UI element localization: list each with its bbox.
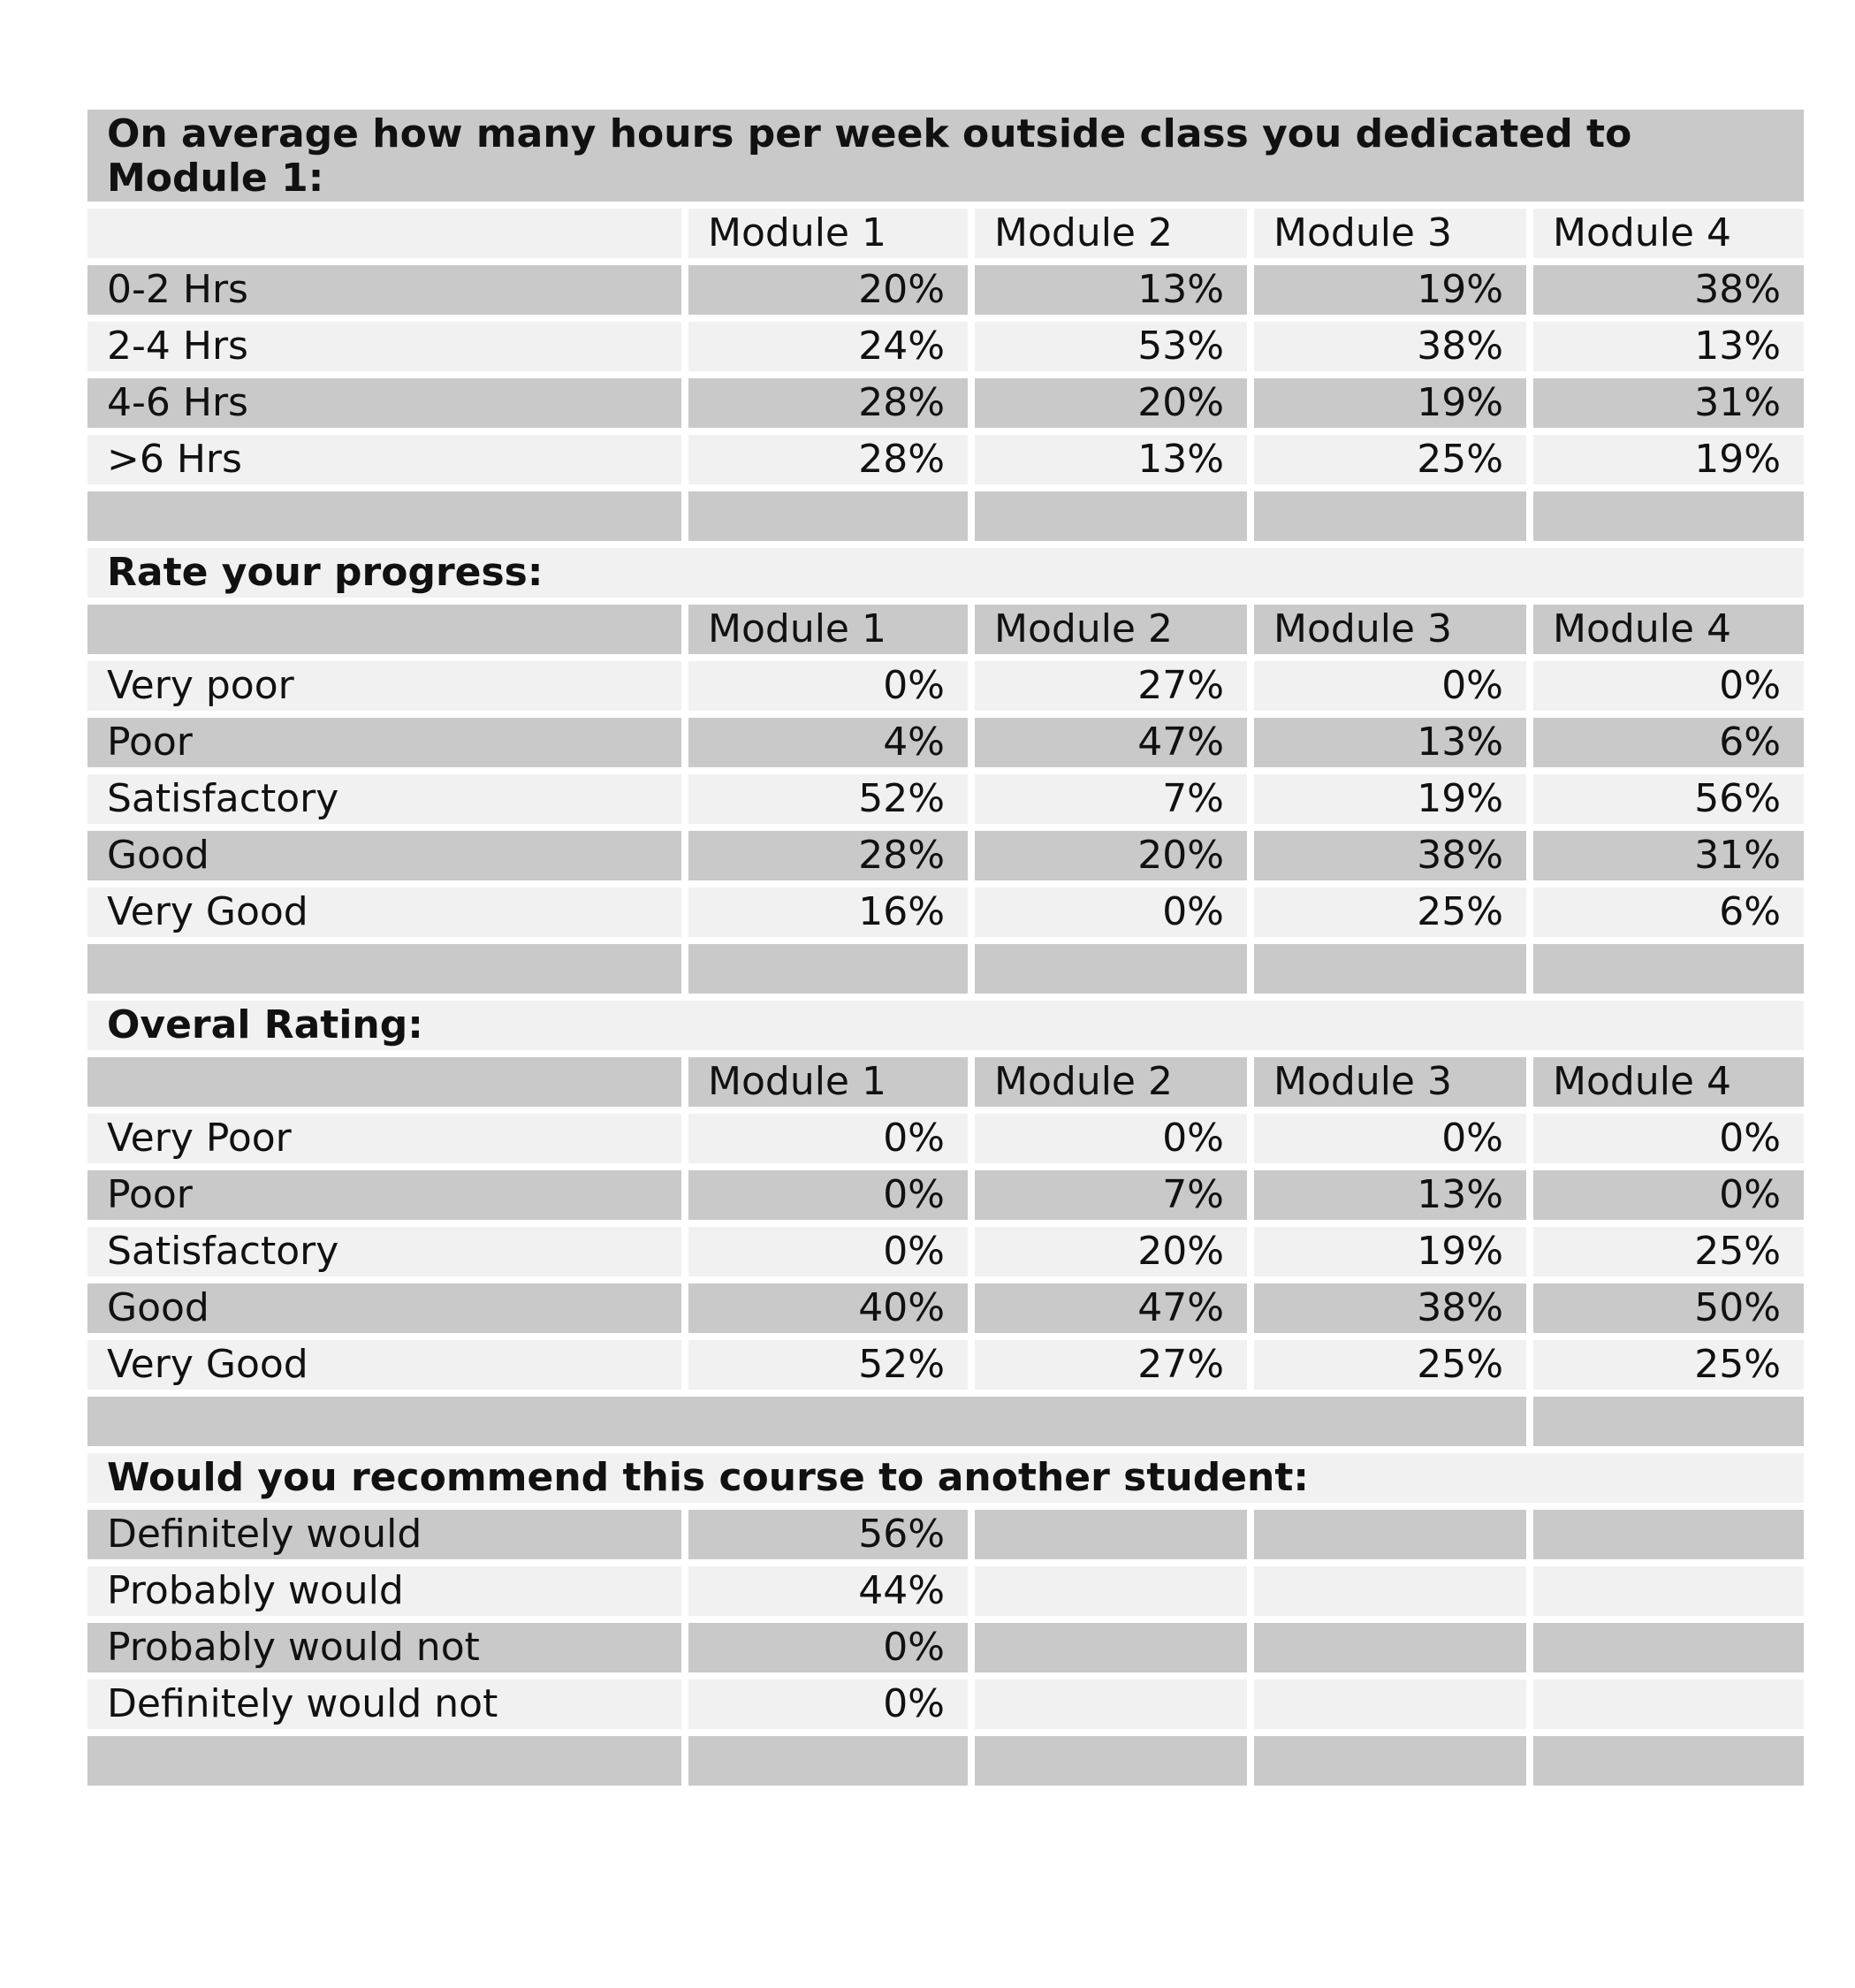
column-header-row bbox=[87, 1057, 1804, 1107]
row-label: Poor bbox=[87, 718, 681, 767]
table-row bbox=[87, 1566, 1804, 1616]
cell-value: 28% bbox=[688, 435, 968, 484]
row-label: 2-4 Hrs bbox=[87, 322, 681, 371]
cell-value: 0% bbox=[688, 1623, 968, 1672]
spacer-row bbox=[87, 944, 1804, 994]
cell-value: 0% bbox=[688, 1680, 968, 1729]
cell-value: 31% bbox=[1533, 378, 1804, 428]
column-header: Module 3 bbox=[1254, 1057, 1526, 1107]
cell-value: 25% bbox=[1254, 435, 1526, 484]
column-header: Module 2 bbox=[975, 1057, 1247, 1107]
row-label: Very Poor bbox=[87, 1114, 681, 1163]
row-label: Satisfactory bbox=[87, 774, 681, 824]
row-label: Definitely would not bbox=[87, 1680, 681, 1729]
cell-value: 19% bbox=[1533, 435, 1804, 484]
row-label: Probably would bbox=[87, 1566, 681, 1616]
table-row bbox=[87, 1340, 1804, 1390]
cell-value: 13% bbox=[975, 265, 1247, 315]
cell-value: 25% bbox=[1533, 1340, 1804, 1390]
column-header-row bbox=[87, 605, 1804, 654]
table-row bbox=[87, 378, 1804, 428]
table-row bbox=[87, 1114, 1804, 1163]
section-title: Overal Rating: bbox=[87, 1001, 1804, 1050]
row-label: Very poor bbox=[87, 661, 681, 711]
section-title: On average how many hours per week outside class you dedicated to Module 1: bbox=[87, 110, 1804, 202]
cell-value: 20% bbox=[688, 265, 968, 315]
table-row bbox=[87, 1170, 1804, 1220]
row-label: Definitely would bbox=[87, 1510, 681, 1559]
spacer-row bbox=[87, 491, 1804, 541]
cell-value: 20% bbox=[975, 831, 1247, 880]
row-label: Good bbox=[87, 1283, 681, 1333]
row-label: Very Good bbox=[87, 887, 681, 937]
spacer-row bbox=[87, 1397, 1804, 1446]
cell-value: 6% bbox=[1533, 718, 1804, 767]
column-header: Module 2 bbox=[975, 209, 1247, 258]
section-title: Rate your progress: bbox=[87, 548, 1804, 598]
cell-value: 0% bbox=[1533, 1114, 1804, 1163]
cell-value: 53% bbox=[975, 322, 1247, 371]
table-row bbox=[87, 265, 1804, 315]
column-header: Module 3 bbox=[1254, 209, 1526, 258]
cell-value: 38% bbox=[1533, 265, 1804, 315]
cell-value: 0% bbox=[688, 1114, 968, 1163]
cell-value: 28% bbox=[688, 831, 968, 880]
row-label: Good bbox=[87, 831, 681, 880]
table-row bbox=[87, 1510, 1804, 1559]
cell-value: 13% bbox=[1254, 718, 1526, 767]
table-row bbox=[87, 774, 1804, 824]
cell-value: 50% bbox=[1533, 1283, 1804, 1333]
table-row bbox=[87, 1680, 1804, 1729]
cell-value: 0% bbox=[1254, 661, 1526, 711]
section-title: Would you recommend this course to another student: bbox=[87, 1453, 1804, 1503]
table-row bbox=[87, 322, 1804, 371]
cell-value: 25% bbox=[1533, 1227, 1804, 1276]
table-row bbox=[87, 1623, 1804, 1672]
column-header: Module 2 bbox=[975, 605, 1247, 654]
cell-value: 56% bbox=[1533, 774, 1804, 824]
cell-value: 25% bbox=[1254, 1340, 1526, 1390]
cell-value: 38% bbox=[1254, 322, 1526, 371]
cell-value: 6% bbox=[1533, 887, 1804, 937]
spacer-row bbox=[87, 1736, 1804, 1786]
cell-value: 38% bbox=[1254, 1283, 1526, 1333]
section-title-row bbox=[87, 548, 1804, 598]
column-header: Module 1 bbox=[688, 605, 968, 654]
cell-value: 7% bbox=[975, 1170, 1247, 1220]
cell-value: 0% bbox=[975, 887, 1247, 937]
cell-value: 0% bbox=[688, 1227, 968, 1276]
row-label: Satisfactory bbox=[87, 1227, 681, 1276]
cell-value: 13% bbox=[975, 435, 1247, 484]
table-row bbox=[87, 661, 1804, 711]
cell-value: 31% bbox=[1533, 831, 1804, 880]
column-header: Module 3 bbox=[1254, 605, 1526, 654]
cell-value: 20% bbox=[975, 1227, 1247, 1276]
cell-value: 19% bbox=[1254, 265, 1526, 315]
row-label: Probably would not bbox=[87, 1623, 681, 1672]
cell-value: 0% bbox=[1533, 1170, 1804, 1220]
survey-results-table bbox=[80, 103, 1811, 1793]
row-label: Poor bbox=[87, 1170, 681, 1220]
cell-value: 47% bbox=[975, 1283, 1247, 1333]
cell-value: 16% bbox=[688, 887, 968, 937]
row-label: >6 Hrs bbox=[87, 435, 681, 484]
cell-value: 38% bbox=[1254, 831, 1526, 880]
table-row bbox=[87, 435, 1804, 484]
column-header-row bbox=[87, 209, 1804, 258]
row-label: 4-6 Hrs bbox=[87, 378, 681, 428]
column-header: Module 1 bbox=[688, 1057, 968, 1107]
cell-value: 52% bbox=[688, 1340, 968, 1390]
cell-value: 44% bbox=[688, 1566, 968, 1616]
column-header: Module 4 bbox=[1533, 209, 1804, 258]
section-title-row bbox=[87, 110, 1804, 202]
cell-value: 13% bbox=[1254, 1170, 1526, 1220]
cell-value: 4% bbox=[688, 718, 968, 767]
cell-value: 56% bbox=[688, 1510, 968, 1559]
column-header: Module 4 bbox=[1533, 1057, 1804, 1107]
column-header: Module 4 bbox=[1533, 605, 1804, 654]
section-title-row bbox=[87, 1453, 1804, 1503]
column-header: Module 1 bbox=[688, 209, 968, 258]
cell-value: 52% bbox=[688, 774, 968, 824]
cell-value: 0% bbox=[1533, 661, 1804, 711]
cell-value: 19% bbox=[1254, 1227, 1526, 1276]
row-label: Very Good bbox=[87, 1340, 681, 1390]
table-row bbox=[87, 1283, 1804, 1333]
cell-value: 19% bbox=[1254, 378, 1526, 428]
row-label: 0-2 Hrs bbox=[87, 265, 681, 315]
cell-value: 28% bbox=[688, 378, 968, 428]
cell-value: 0% bbox=[1254, 1114, 1526, 1163]
cell-value: 25% bbox=[1254, 887, 1526, 937]
cell-value: 27% bbox=[975, 661, 1247, 711]
cell-value: 0% bbox=[688, 661, 968, 711]
cell-value: 27% bbox=[975, 1340, 1247, 1390]
table-row bbox=[87, 718, 1804, 767]
table-row bbox=[87, 831, 1804, 880]
cell-value: 7% bbox=[975, 774, 1247, 824]
section-title-row bbox=[87, 1001, 1804, 1050]
cell-value: 20% bbox=[975, 378, 1247, 428]
cell-value: 47% bbox=[975, 718, 1247, 767]
cell-value: 40% bbox=[688, 1283, 968, 1333]
cell-value: 24% bbox=[688, 322, 968, 371]
table-row bbox=[87, 887, 1804, 937]
cell-value: 0% bbox=[975, 1114, 1247, 1163]
table-row bbox=[87, 1227, 1804, 1276]
cell-value: 19% bbox=[1254, 774, 1526, 824]
cell-value: 0% bbox=[688, 1170, 968, 1220]
cell-value: 13% bbox=[1533, 322, 1804, 371]
